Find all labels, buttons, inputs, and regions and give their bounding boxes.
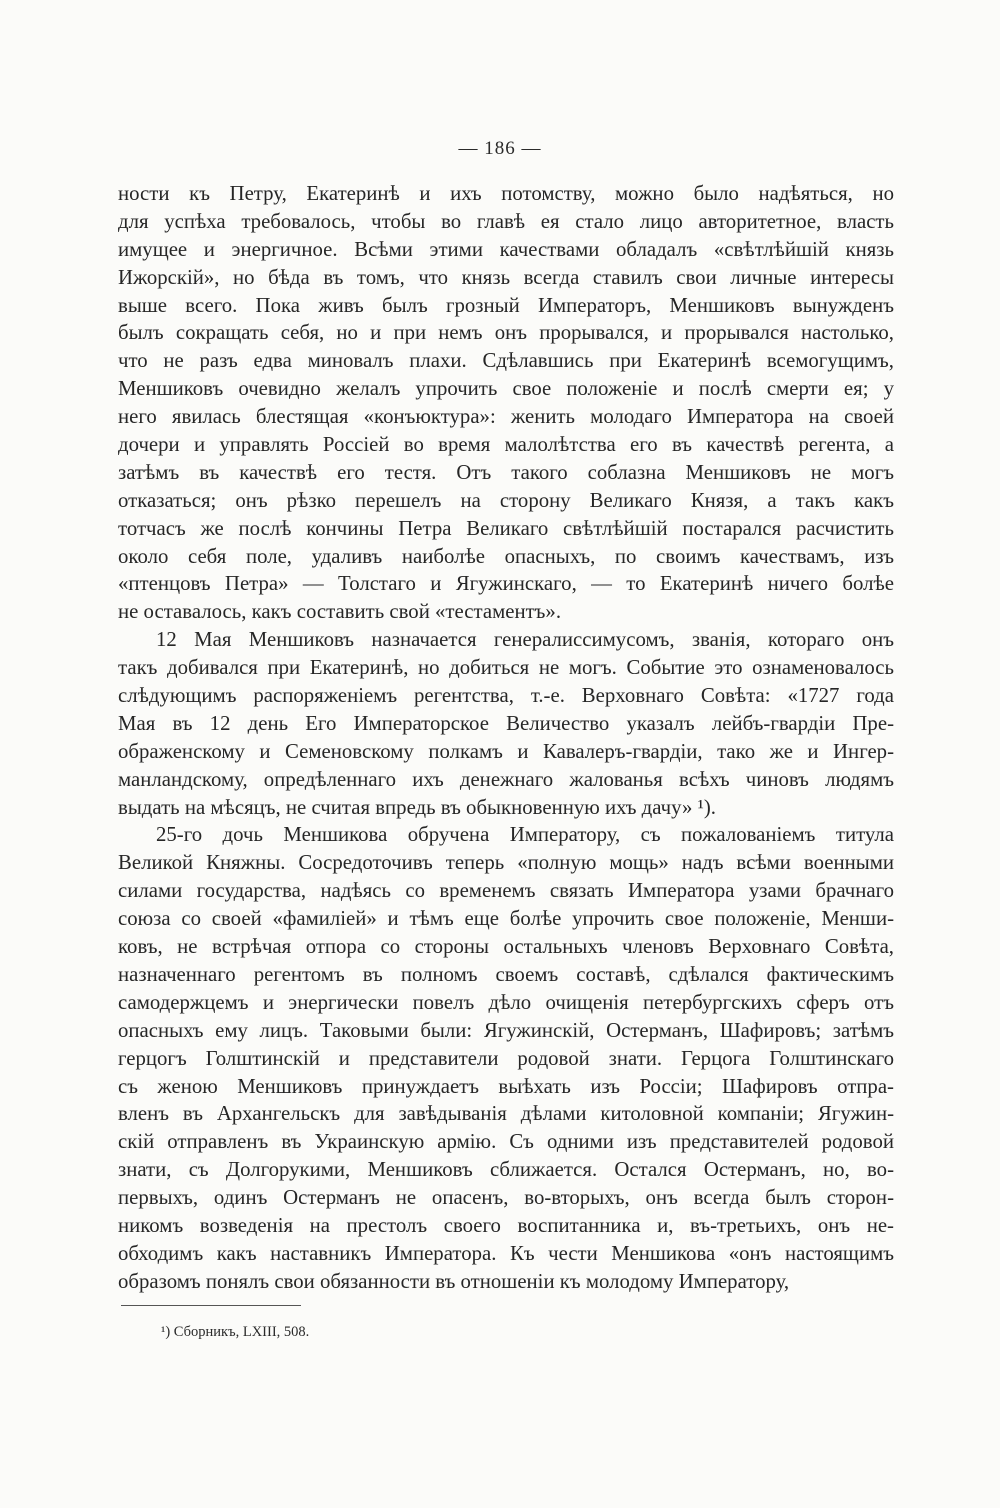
text-line: вленъ въ Архангельскъ для завѣдыванія дѣлами китоловной компаніи; Ягужин-: [118, 1102, 894, 1126]
text-line: Великой Княжны. Сосредоточивъ теперь «полную мощь» надъ всѣми военными: [118, 851, 894, 875]
text-line: манландскому, опредѣленнаго ихъ денежнаго жалованья всѣхъ чиновъ людямъ: [118, 767, 894, 791]
text-line: Мая въ 12 день Его Императорское Величество указалъ лейбъ-гвардіи Пре-: [118, 711, 894, 735]
text-line: слѣдующимъ распоряженіемъ регентства, т.-е. Верховнаго Совѣта: «1727 года: [118, 684, 894, 708]
text-line: знати, съ Долгорукими, Меншиковъ сближается. Остался Остерманъ, но, во-: [118, 1158, 894, 1182]
text-line: 25-го дочь Меншикова обручена Императору, съ пожалованіемъ титула: [156, 823, 894, 847]
text-line: скій отправленъ въ Украинскую армію. Съ одними изъ представителей родовой: [118, 1130, 894, 1154]
text-line: обходимъ какъ наставникъ Императора. Къ чести Меншикова «онъ настоящимъ: [118, 1241, 894, 1265]
text-line: никомъ возведенія на престолъ своего воспитанника и, въ-третьихъ, онъ не-: [118, 1213, 894, 1237]
text-line: для успѣха требовалось, чтобы во главѣ ея стало лицо авторитетное, власть: [118, 209, 894, 233]
footnote: ¹) Сборникъ, LXIII, 508.: [161, 1324, 310, 1340]
text-line: затѣмъ въ качествѣ его тестя. Отъ такого соблазна Меншиковъ не могъ: [118, 460, 894, 484]
text-line: съ женою Меншиковъ принуждаетъ выѣхать изъ Россіи; Шафировъ отпра-: [118, 1074, 894, 1098]
text-line: самодержцемъ и энергически повелъ дѣло очищенія петербургскихъ сферъ отъ: [118, 990, 894, 1014]
text-line: Меншиковъ очевидно желалъ упрочить свое положеніе и послѣ смерти ея; у: [118, 377, 894, 401]
text-line: выше всего. Пока живъ былъ грозный Императоръ, Меншиковъ вынужденъ: [118, 293, 894, 317]
text-line: ображенскому и Семеновскому полкамъ и Кавалеръ-гвардіи, тако же и Ингер-: [118, 739, 894, 763]
text-line: былъ сокращать себя, но и при немъ онъ прорывался, и прорывался настолько,: [118, 321, 894, 345]
text-line: имущее и энергичное. Всѣми этими качествами обладалъ «свѣтлѣйшій князь: [118, 237, 894, 261]
text-line: герцогъ Голштинскій и представители родовой знати. Герцога Голштинскаго: [118, 1046, 894, 1070]
text-line: ковъ, не встрѣчая отпора со стороны остальныхъ членовъ Верховнаго Совѣта,: [118, 935, 894, 959]
text-line: силами государства, надѣясь со временемъ связать Императора узами брачнаго: [118, 879, 894, 903]
footnote-divider: [121, 1305, 301, 1306]
page-number: — 186 —: [458, 138, 542, 159]
text-line: не оставалось, какъ составить свой «тестаментъ».: [118, 600, 562, 624]
text-line: ности къ Петру, Екатеринѣ и ихъ потомству, можно было надѣяться, но: [118, 182, 894, 205]
text-line: дочери и управлять Россіей во время малолѣтства его въ качествѣ регента, а: [118, 433, 894, 457]
text-line: образомъ понялъ свои обязанности въ отношеніи къ молодому Императору,: [118, 1269, 790, 1293]
text-line: первыхъ, одинъ Остерманъ не опасенъ, во-вторыхъ, онъ всегда былъ сторон-: [118, 1186, 894, 1210]
text-line: опасныхъ ему лицъ. Таковыми были: Ягужинскій, Остерманъ, Шафировъ; затѣмъ: [118, 1018, 894, 1042]
text-line: около себя поле, удаливъ наиболѣе опасныхъ, по своимъ качествамъ, изъ: [118, 544, 894, 568]
text-line: «птенцовъ Петра» — Толстаго и Ягужинскаго, — то Екатеринѣ ничего болѣе: [118, 572, 894, 596]
text-line: назначеннаго регентомъ въ полномъ своемъ составѣ, сдѣлался фактическимъ: [118, 962, 894, 986]
text-line: него явилась блестящая «конъюктура»: женить молодаго Императора на своей: [118, 405, 894, 429]
text-line: Ижорскій», но бѣда въ томъ, что князь всегда ставилъ свои личные интересы: [118, 265, 894, 289]
text-line: отказаться; онъ рѣзко перешелъ на сторону Великаго Князя, а такъ какъ: [118, 488, 894, 512]
text-line: что не разъ едва миновалъ плахи. Сдѣлавшись при Екатеринѣ всемогущимъ,: [118, 349, 894, 373]
text-line: выдать на мѣсяцъ, не считая впредь въ обыкновенную ихъ дачу» ¹).: [118, 795, 716, 819]
text-line: 12 Мая Меншиковъ назначается генералиссимусомъ, званія, котораго онъ: [156, 628, 894, 652]
body-text: [118, 180, 894, 1296]
text-line: тотчасъ же послѣ кончины Петра Великаго свѣтлѣйшій постарался расчистить: [118, 516, 894, 540]
text-line: союза со своей «фамиліей» и тѣмъ еще болѣе упрочить свое положеніе, Менши-: [118, 907, 894, 931]
text-line: такъ добивался при Екатеринѣ, но добиться не могъ. Событие это ознаменовалось: [118, 656, 894, 680]
